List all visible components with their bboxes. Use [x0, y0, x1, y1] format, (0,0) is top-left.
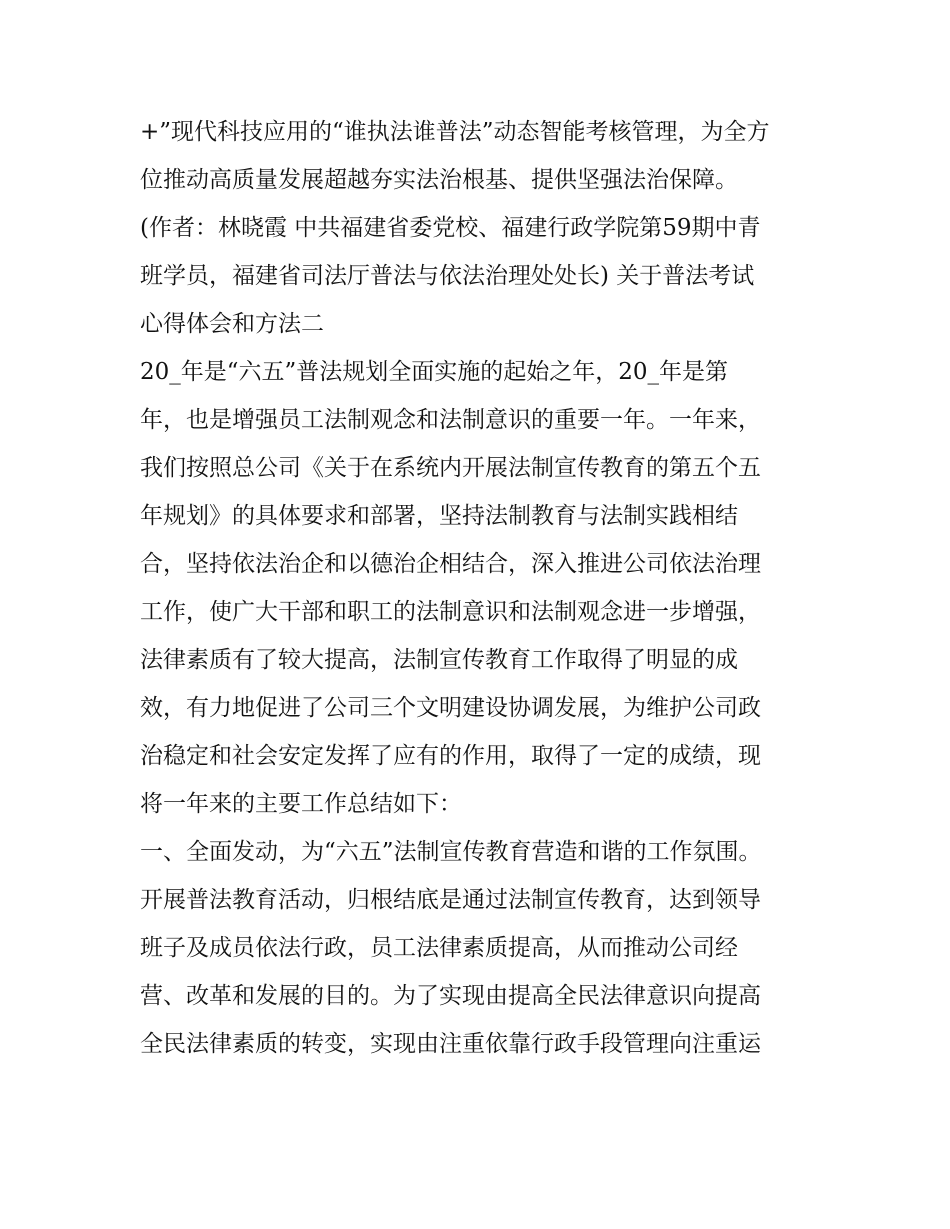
text-line: 20_年是“六五”普法规划全面实施的起始之年，20_年是第: [140, 359, 729, 385]
text-line: 心得体会和方法二: [140, 311, 324, 337]
text-line: 一、全面发动，为“六五”法制宣传教育营造和谐的工作氛围。: [140, 839, 762, 865]
text-line: 年，也是增强员工法制观念和法制意识的重要一年。一年来，: [140, 407, 761, 433]
text-line: 班学员，福建省司法厅普法与依法治理处处长) 关于普法考试: [140, 263, 755, 289]
text-line: 工作，使广大干部和职工的法制意识和法制观念进一步增强，: [140, 599, 761, 625]
text-line: 年规划》的具体要求和部署，坚持法制教育与法制实践相结: [140, 503, 738, 529]
text-line: 效，有力地促进了公司三个文明建设协调发展，为维护公司政: [140, 695, 761, 721]
text-line: 治稳定和社会安定发挥了应有的作用，取得了一定的成绩，现: [140, 743, 761, 769]
text-line: 位推动高质量发展超越夯实法治根基、提供坚强法治保障。: [140, 167, 738, 193]
text-line: 法律素质有了较大提高，法制宣传教育工作取得了明显的成: [140, 647, 738, 673]
text-line: 营、改革和发展的目的。为了实现由提高全民法律意识向提高: [140, 983, 761, 1009]
text-line: 开展普法教育活动，归根结底是通过法制宣传教育，达到领导: [140, 887, 761, 913]
text-line: 我们按照总公司《关于在系统内开展法制宣传教育的第五个五: [140, 455, 761, 481]
text-line: 将一年来的主要工作总结如下：: [140, 791, 462, 817]
text-line: 全民法律素质的转变，实现由注重依靠行政手段管理向注重运: [140, 1031, 761, 1057]
body-text: [140, 108, 820, 1068]
text-line: 合，坚持依法治企和以德治企相结合，深入推进公司依法治理: [140, 551, 761, 577]
text-line: 班子及成员依法行政，员工法律素质提高，从而推动公司经: [140, 935, 738, 961]
text-line: +”现代科技应用的“谁执法谁普法”动态智能考核管理，为全方: [140, 119, 770, 145]
text-line: (作者：林晓霞 中共福建省委党校、福建行政学院第59期中青: [140, 215, 761, 241]
